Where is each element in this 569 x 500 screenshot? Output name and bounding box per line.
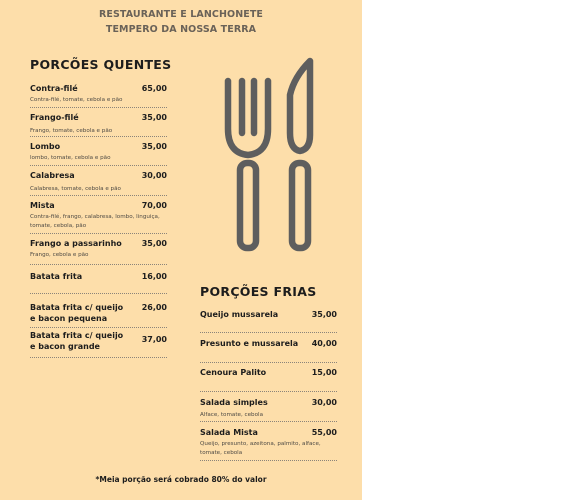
divider [30, 264, 167, 265]
restaurant-name-line2: TEMPERO DA NOSSA TERRA [105, 24, 257, 35]
item-name: Frango-filé [30, 113, 79, 122]
item-price: 30,00 [311, 398, 337, 407]
item-price: 55,00 [311, 428, 337, 437]
divider [200, 391, 337, 392]
item-description: Contra-filé, tomate, cebola e pão [30, 97, 123, 103]
item-description: Contra-filé, frango, calabresa, lombo, linguiça, tomate, cebola, pão [30, 214, 160, 229]
menu-item-queijo-mussarela [200, 310, 337, 321]
item-price: 35,00 [141, 113, 167, 122]
divider [30, 165, 167, 166]
item-price: 40,00 [311, 339, 337, 348]
divider [200, 362, 337, 363]
item-price: 37,00 [141, 335, 167, 344]
item-name: Contra-filé [30, 84, 78, 93]
divider [30, 136, 167, 137]
item-description: Frango, tomate, cebola e pão [30, 127, 113, 134]
menu-item-cenoura-palito [200, 368, 337, 379]
divider [30, 293, 167, 294]
divider [200, 421, 337, 422]
item-name: Salada simples [200, 398, 268, 407]
item-name: Calabresa [30, 171, 75, 180]
menu-item-mista [30, 201, 167, 231]
menu-item-contra-file [30, 84, 167, 105]
item-name: Queijo mussarela [200, 310, 279, 319]
menu-item-presunto-e-mussarela [200, 339, 337, 350]
item-price: 30,00 [141, 171, 167, 180]
menu-item-batata-queijo-bacon-pequena [30, 303, 167, 324]
item-name: Mista [30, 201, 55, 210]
item-name: Lombo [30, 142, 61, 151]
divider [30, 195, 167, 196]
half-portion-note: *Meia porção será cobrado 80% do valor [95, 475, 267, 484]
item-name: Salada Mista [200, 428, 258, 437]
item-description: Alface, tomate, cebola [200, 411, 264, 418]
divider [200, 332, 337, 333]
menu-item-batata-frita [30, 272, 167, 283]
item-name: Cenoura Palito [200, 368, 267, 377]
menu-item-salada-simples [200, 398, 337, 420]
item-name: Batata frita c/ queijo e bacon pequena [30, 303, 124, 323]
item-price: 35,00 [311, 310, 337, 319]
item-description: Calabresa, tomate, cebola e pão [30, 185, 121, 192]
item-name: Presunto e mussarela [200, 339, 299, 348]
menu-item-frango-file [30, 113, 167, 136]
item-price: 65,00 [141, 84, 167, 93]
item-price: 70,00 [141, 201, 167, 210]
item-price: 35,00 [141, 142, 167, 151]
cold-section-title: PORÇÕES FRIAS [200, 284, 317, 299]
item-name: Batata frita c/ queijo e bacon grande [30, 331, 124, 351]
item-name: Batata frita [30, 272, 83, 281]
item-description: Frango, cebola e pão [30, 252, 89, 258]
restaurant-name-line1: RESTAURANTE E LANCHONETE [98, 9, 264, 20]
item-price: 15,00 [311, 368, 337, 377]
divider [30, 233, 167, 234]
item-price: 26,00 [141, 303, 167, 312]
divider [30, 107, 167, 108]
divider [200, 460, 337, 461]
fork-and-knife-icon [220, 55, 320, 255]
menu-item-calabresa [30, 171, 167, 194]
item-name: Frango a passarinho [30, 239, 122, 248]
hot-section-title: PORCÕES QUENTES [30, 57, 172, 72]
restaurant-header [0, 7, 362, 37]
item-description: Queijo, presunto, azeitona, palmito, alface, tomate, cebola [200, 441, 321, 456]
divider [30, 327, 167, 328]
item-price: 35,00 [141, 239, 167, 248]
item-description: lombo, tomate, cebola e pão [30, 155, 111, 161]
menu-item-salada-mista [200, 428, 337, 458]
menu-item-frango-a-passarinho [30, 239, 167, 260]
item-price: 16,00 [141, 272, 167, 281]
menu-item-lombo [30, 142, 167, 163]
menu-item-batata-queijo-bacon-grande [30, 331, 167, 352]
divider [30, 357, 167, 358]
